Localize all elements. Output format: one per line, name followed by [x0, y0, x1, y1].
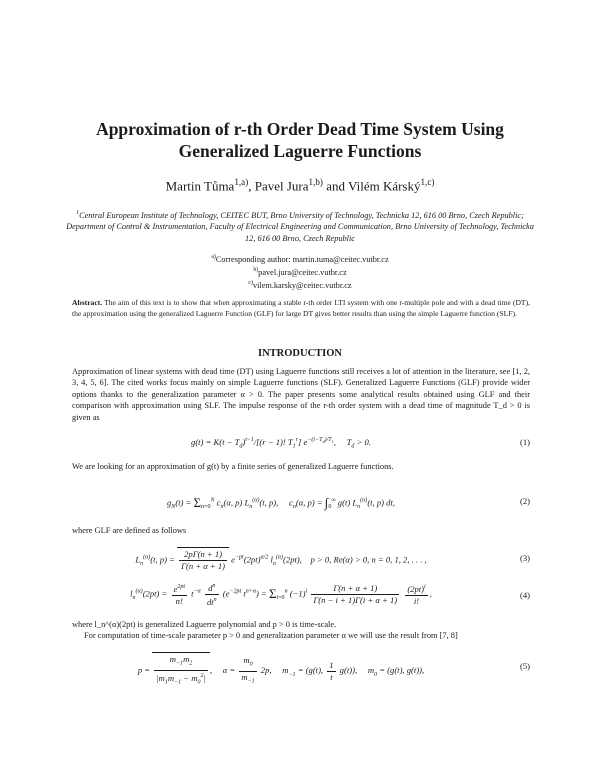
paragraph-line: where l_n^(α)(2pt) is generalized Laguerre polynomial and p > 0 is time-scale. — [72, 620, 337, 629]
equation-body: $g(t) = K(t - T_d)^{r-1}/[(r - 1)$! $T_1^r$] $e^{-(t-T_d)/T_1}$, $T_d > 0$. — [191, 437, 371, 450]
equation-5 — [72, 652, 530, 684]
email-line — [60, 278, 540, 291]
paper-title — [60, 118, 540, 162]
equation-body: $l_n^{(\alpha)}(2pt)$ = $\frac{e^{2pt}}{n!}$ $t^{-\alpha}$ $\frac{d^n}{dt^n}$ ($e^{-2pt}$ $t^{n+\alpha}) = \Sigma_{i=0}^n$ $(-1)^i$ $\frac{\Gamma(n + \alpha + 1)}{\Gamma(n - i + 1)\Gamma(i + \alpha + 1)}$ $\frac{(2pt)^i}{i!}$ , — [130, 582, 432, 607]
paragraph: where GLF are defined as follows — [72, 526, 187, 535]
affiliation-text: Central European Institute of Technology, CEITEC BUT, Brno University of Technology, Technicka 12, 616 00 Brno, Czech Republic; Department of Control & Instrumentation, Faculty of Electrical Engineering and Communication, Brno University of Technology, Technicka 12, 616 00 Brno, Czech Republic — [66, 210, 534, 243]
email-line — [60, 265, 540, 278]
abstract-label: Abstract. — [72, 298, 103, 307]
email-text: vilem.karsky@ceitec.vutbr.cz — [252, 280, 352, 290]
abstract-text: The aim of this text is to show that when approximating a stable r-th order LTI system with one r-multiple pole and with a dead time (DT), the approximation using the generalized Laguerre Function (GLF) for large DT gives better results than using the simple Laguerre function (SLF). — [72, 298, 530, 318]
affiliation-mark: 1 — [76, 210, 80, 216]
author-separator: , — [248, 178, 255, 194]
author-name: Pavel Jura — [254, 178, 309, 194]
intro-paragraph: Approximation of linear systems with dead time (DT) using Laguerre functions still receives a lot of attention in the literature, see [1, 2, 3, 4, 5, 6]. The cited works focus mainly on simple Laguerre functions (SLF). Generalized Laguerre Functions (GLF) provide wider options thanks to the generalization parameter α > 0. The paper presents some analytical results obtained using GLF and their comparison with approximation using SLF. The impulse response of the r-th order system with a dead time of magnitude T_d > 0 is given as — [72, 367, 530, 422]
email-mark: c) — [248, 279, 253, 286]
equation-number: (2) — [519, 496, 530, 506]
paragraph-line: For computation of time-scale parameter p > 0 and generalization parameter α we will use the result from [7, 8] — [84, 631, 458, 641]
equation-body: $L_n^{(\alpha)}(t$, p) = $\frac{2p\Gamma(n + 1)}{\Gamma(n + \alpha + 1)}$ $e^{-pt}(2pt)^{\alpha/2}$ $l_n^{(\alpha)}(2pt)$, p > 0, Re(α) > 0, n = 0, 1, 2, . . . , — [135, 549, 427, 571]
author-mark: 1,b) — [308, 177, 323, 187]
author-separator: and — [322, 178, 348, 194]
author-mark: 1,c) — [420, 177, 435, 187]
abstract — [72, 298, 530, 319]
affiliation — [60, 208, 540, 244]
email-text: pavel.jura@ceitec.vutbr.cz — [258, 267, 347, 277]
equation-1 — [72, 437, 530, 457]
equation-body: p = $\frac{m_{-1}m_2}{|m_1m_{-1} - m_0^2|}$ , α = $\frac{m_0}{m_{-1}}$ 2p, $m_{-1} = (g(t)$, $\frac{1}{t}$ g(t)), $m_0 = (g(t)$, g(t)), — [72, 652, 490, 688]
equation-number: (1) — [519, 437, 530, 447]
author-list — [60, 174, 540, 194]
equation-number: (4) — [519, 590, 530, 600]
equation-number: (3) — [519, 553, 530, 563]
email-text: Corresponding author: martin.tuma@ceitec.vutbr.cz — [215, 254, 389, 264]
title-line-1: Approximation of r-th Order Dead Time System Using — [96, 119, 504, 139]
email-mark: b) — [253, 266, 259, 273]
author-mark: 1,a) — [234, 177, 249, 187]
paragraph — [72, 619, 530, 642]
equation-4 — [72, 581, 530, 613]
equation-2 — [72, 488, 530, 522]
paragraph: We are looking for an approximation of g(t) by a finite series of generalized Laguerre functions. — [72, 462, 394, 471]
title-line-2: Generalized Laguerre Functions — [178, 141, 422, 161]
email-list — [60, 252, 540, 290]
equation-number: (5) — [519, 661, 530, 671]
equation-body: $g_N(t) = \Sigma_{n=0}^N$ $c_n(\alpha$, p) $L_n^{(\alpha)}(t$, p), $c_n(\alpha$, $p) = \int_0^\infty$ g(t) $L_n^{(\alpha)}(t$, p) dt, — [167, 496, 395, 511]
author-name: Vilém Kárský — [347, 178, 421, 194]
equation-3 — [72, 544, 530, 572]
email-mark: a) — [211, 254, 216, 260]
email-line — [60, 252, 540, 265]
author-name: Martin Tůma — [165, 178, 235, 194]
section-heading: INTRODUCTION — [257, 348, 342, 359]
